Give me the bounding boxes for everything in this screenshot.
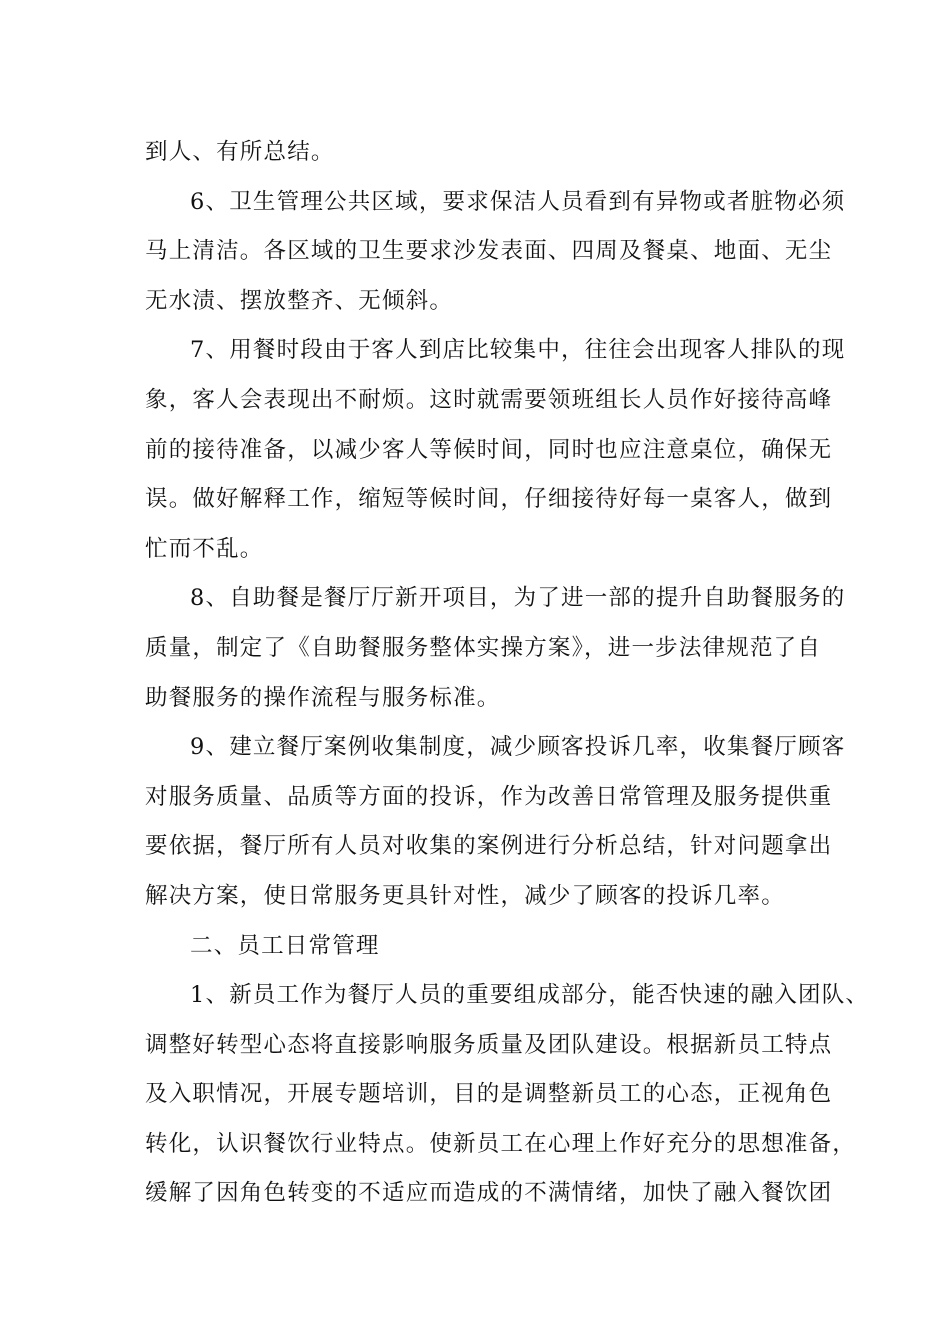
text-line: 到人、有所总结。 bbox=[145, 139, 335, 165]
text-line: 无水渍、摆放整齐、无倾斜。 bbox=[145, 287, 454, 314]
text-line: 8、自助餐是餐厅厅新开项目，为了进一部的提升自助餐服务的 bbox=[190, 585, 846, 612]
text-line: 前的接待准备，以减少客人等候时间，同时也应注意桌位，确保无 bbox=[145, 436, 833, 463]
text-line: 1、新员工作为餐厅人员的重要组成部分，能否快速的融入团队、 bbox=[190, 982, 870, 1009]
text-line: 及入职情况，开展专题培训，目的是调整新员工的心态，正视角色 bbox=[145, 1081, 833, 1108]
text-line: 解决方案，使日常服务更具针对性，减少了顾客的投诉几率。 bbox=[145, 882, 785, 909]
text-line: 助餐服务的操作流程与服务标准。 bbox=[145, 684, 501, 711]
text-line: 象，客人会表现出不耐烦。这时就需要领班组长人员作好接待高峰 bbox=[145, 386, 833, 413]
section-heading: 二、员工日常管理 bbox=[190, 932, 380, 959]
text-line: 对服务质量、品质等方面的投诉，作为改善日常管理及服务提供重 bbox=[145, 783, 833, 810]
text-line: 误。做好解释工作，缩短等候时间，仔细接待好每一桌客人，做到 bbox=[145, 486, 833, 513]
text-line: 质量，制定了《自助餐服务整体实操方案》，进一步法律规范了自 bbox=[145, 634, 822, 661]
text-line: 7、用餐时段由于客人到店比较集中，往往会出现客人排队的现 bbox=[190, 337, 846, 364]
document-page bbox=[145, 128, 870, 1219]
text-line: 忙而不乱。 bbox=[145, 535, 264, 562]
text-line: 6、卫生管理公共区域，要求保洁人员看到有异物或者脏物必须 bbox=[190, 188, 846, 215]
text-line: 缓解了因角色转变的不适应而造成的不满情绪，加快了融入餐饮团 bbox=[145, 1180, 833, 1207]
text-line: 马上清洁。各区域的卫生要求沙发表面、四周及餐桌、地面、无尘 bbox=[145, 238, 833, 265]
text-line: 要依据，餐厅所有人员对收集的案例进行分析总结，针对问题拿出 bbox=[145, 833, 833, 860]
text-line: 转化，认识餐饮行业特点。使新员工在心理上作好充分的思想准备， bbox=[145, 1130, 857, 1157]
text-line: 调整好转型心态将直接影响服务质量及团队建设。根据新员工特点 bbox=[145, 1031, 833, 1058]
text-line: 9、建立餐厅案例收集制度，减少顾客投诉几率，收集餐厅顾客 bbox=[190, 734, 846, 761]
